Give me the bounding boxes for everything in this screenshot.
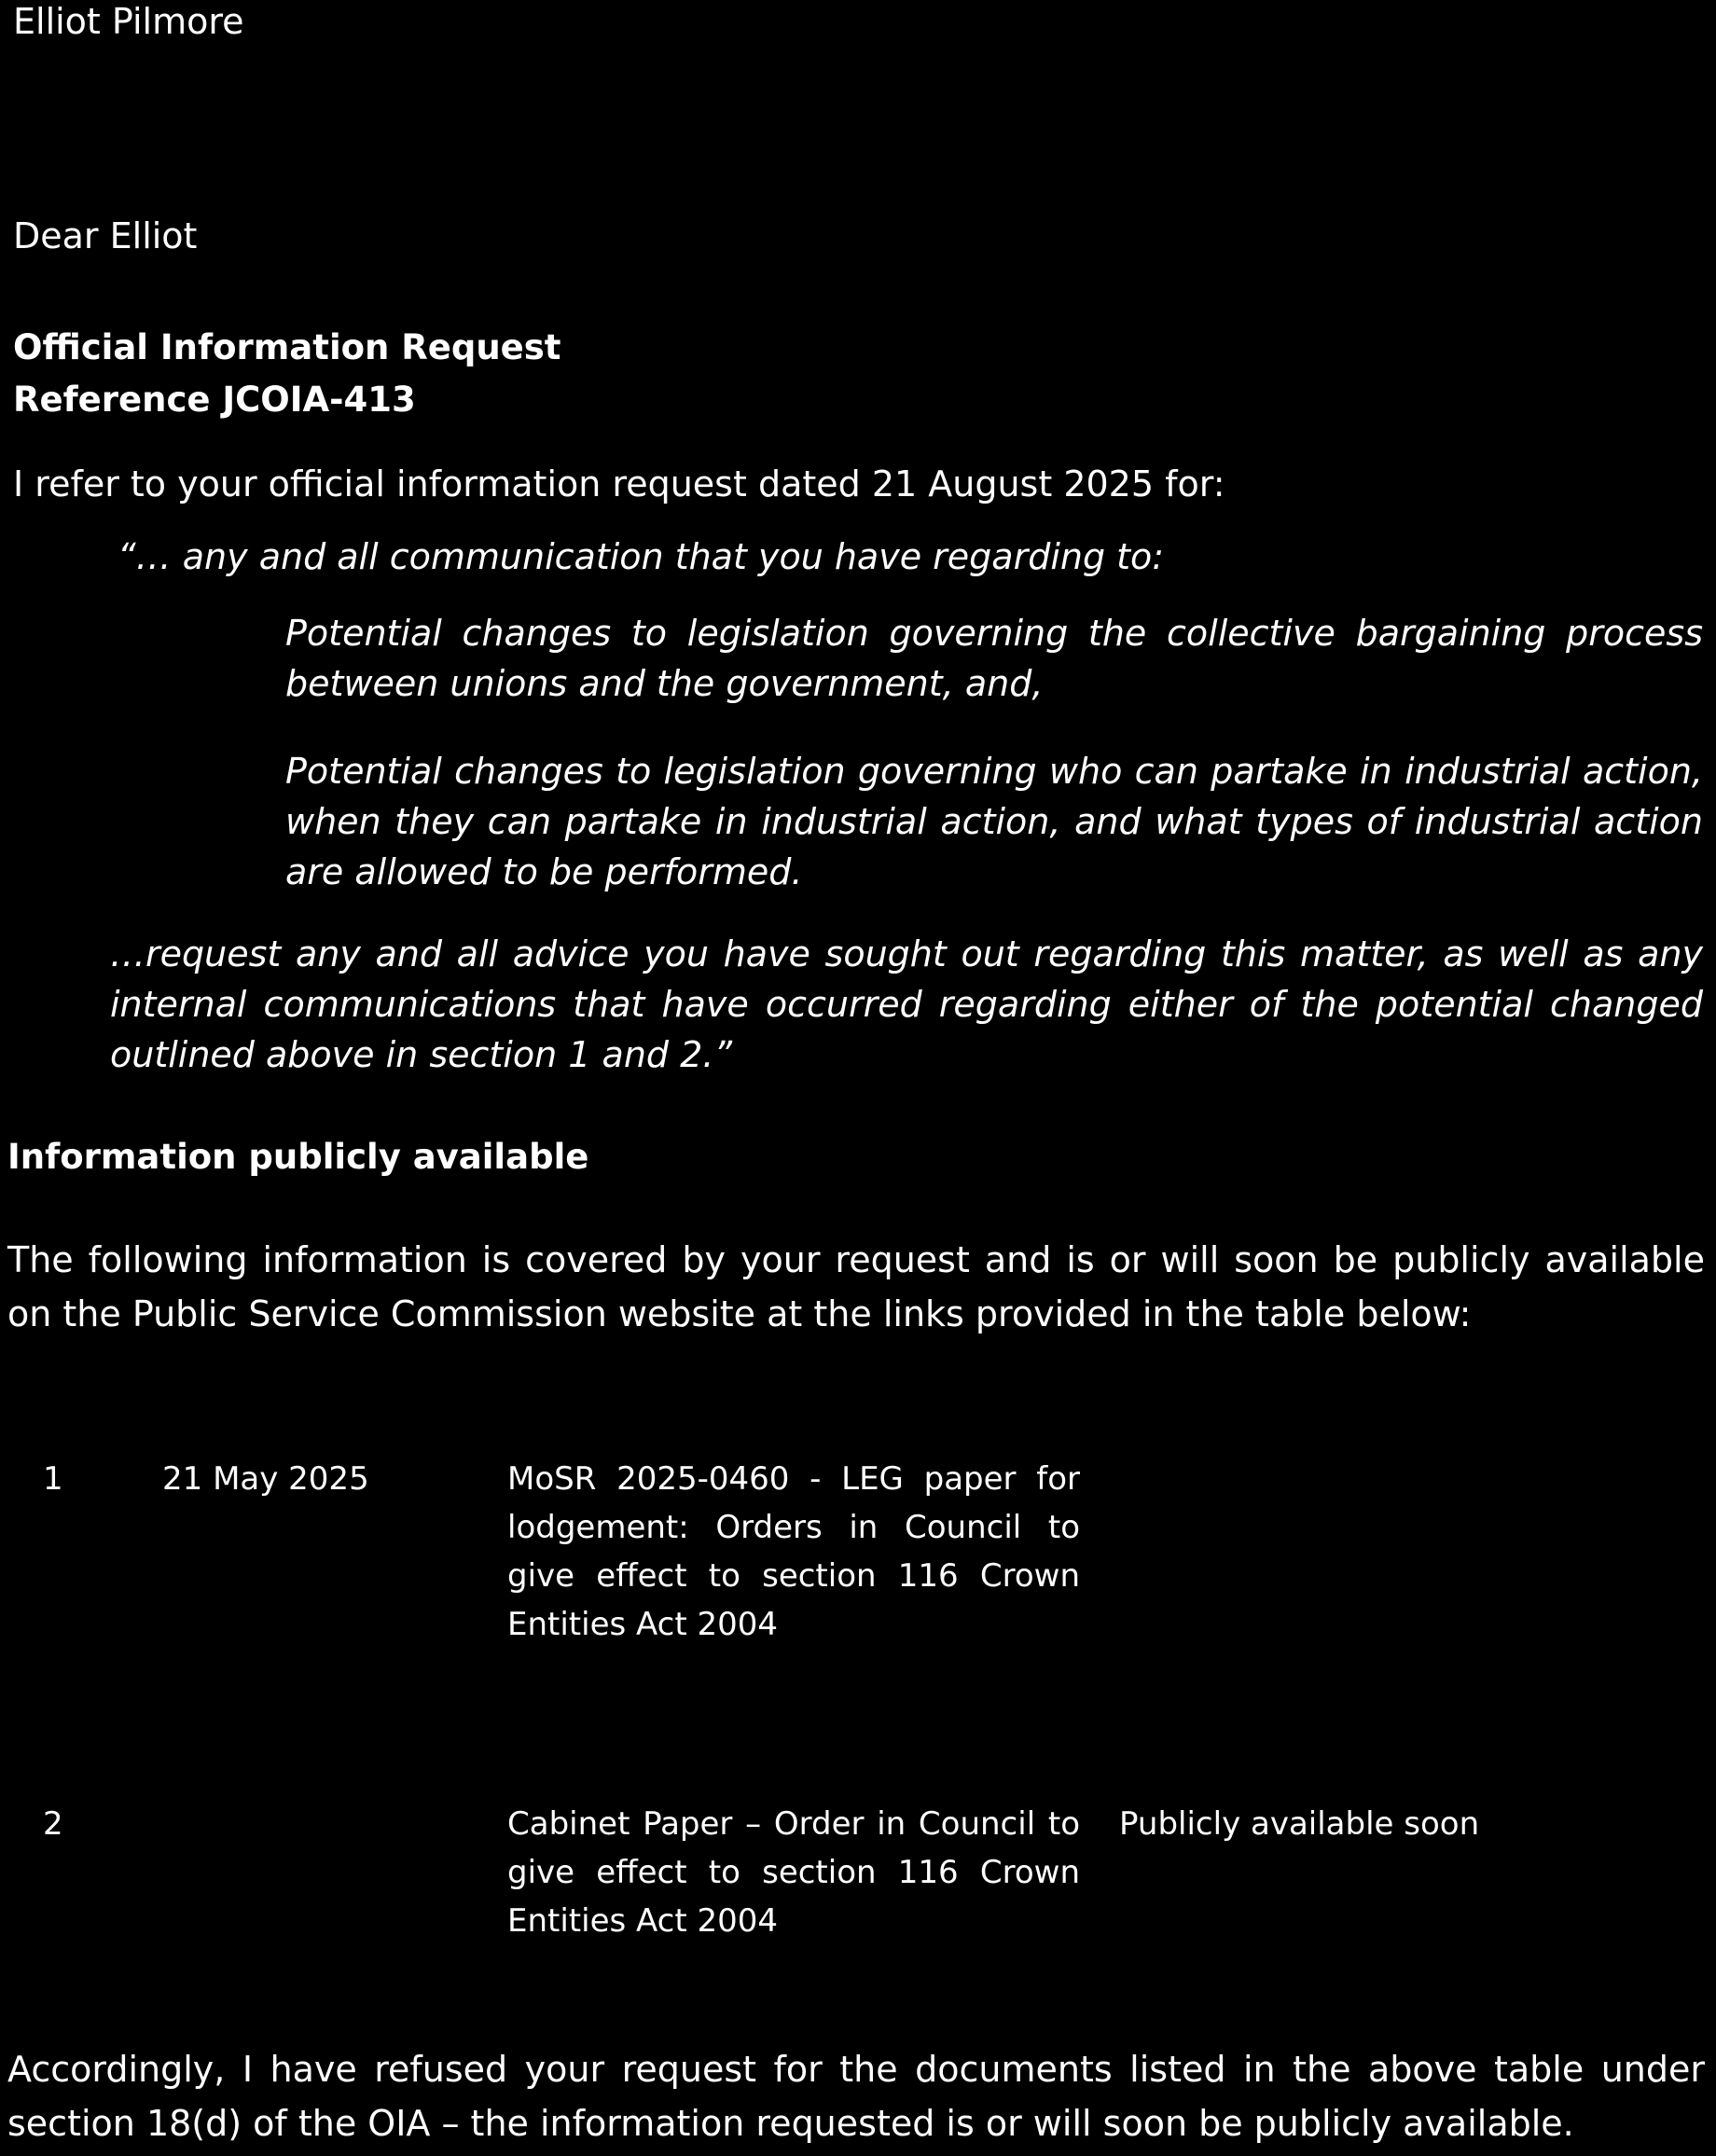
public-info-paragraph: The following information is covered by your request and is or will soon be publicly available on the Public Service Commission website at the links provided in the table below: [7, 1239, 1705, 1334]
row-date: 21 May 2025 [162, 1460, 369, 1498]
refusal-paragraph: Accordingly, I have refused your request for the documents listed in the above table under section 18(d) of the OIA – the information requested is or will soon be publicly available. [7, 2049, 1705, 2144]
quote-item-2: Potential changes to legislation governing who can partake in industrial action, when they can partake in industrial action, and what types of industrial action are allowed to be performed. [285, 751, 1703, 892]
recipient-name: Elliot Pilmore [13, 1, 244, 42]
intro-paragraph: I refer to your official information request dated 21 August 2025 for: [13, 463, 1225, 504]
quote-item-1: Potential changes to legislation governing the collective bargaining process between unions and the government, and, [285, 613, 1703, 704]
quote-opening: “… any and all communication that you have regarding to: [118, 536, 1165, 577]
row-number: 2 [43, 1805, 63, 1843]
row-number: 1 [43, 1460, 63, 1498]
section-heading-public: Information publicly available [7, 1137, 589, 1177]
row-title: Cabinet Paper – Order in Council to give effect to section 116 Crown Entities Act 2004 [507, 1805, 1080, 1940]
row-link: Publicly available soon [1119, 1805, 1480, 1843]
salutation: Dear Elliot [13, 215, 198, 256]
quote-closing: …request any and all advice you have sought out regarding this matter, as well as any internal communications that have occurred regarding either of the potential changed outlined above in section 1 and 2.” [110, 933, 1703, 1075]
reference-heading: Reference JCOIA-413 [13, 380, 416, 420]
request-heading: Official Information Request [13, 327, 561, 367]
row-title: MoSR 2025-0460 - LEG paper for lodgement: Orders in Council to give effect to section 116 Crown Entities Act 2004 [507, 1460, 1080, 1643]
